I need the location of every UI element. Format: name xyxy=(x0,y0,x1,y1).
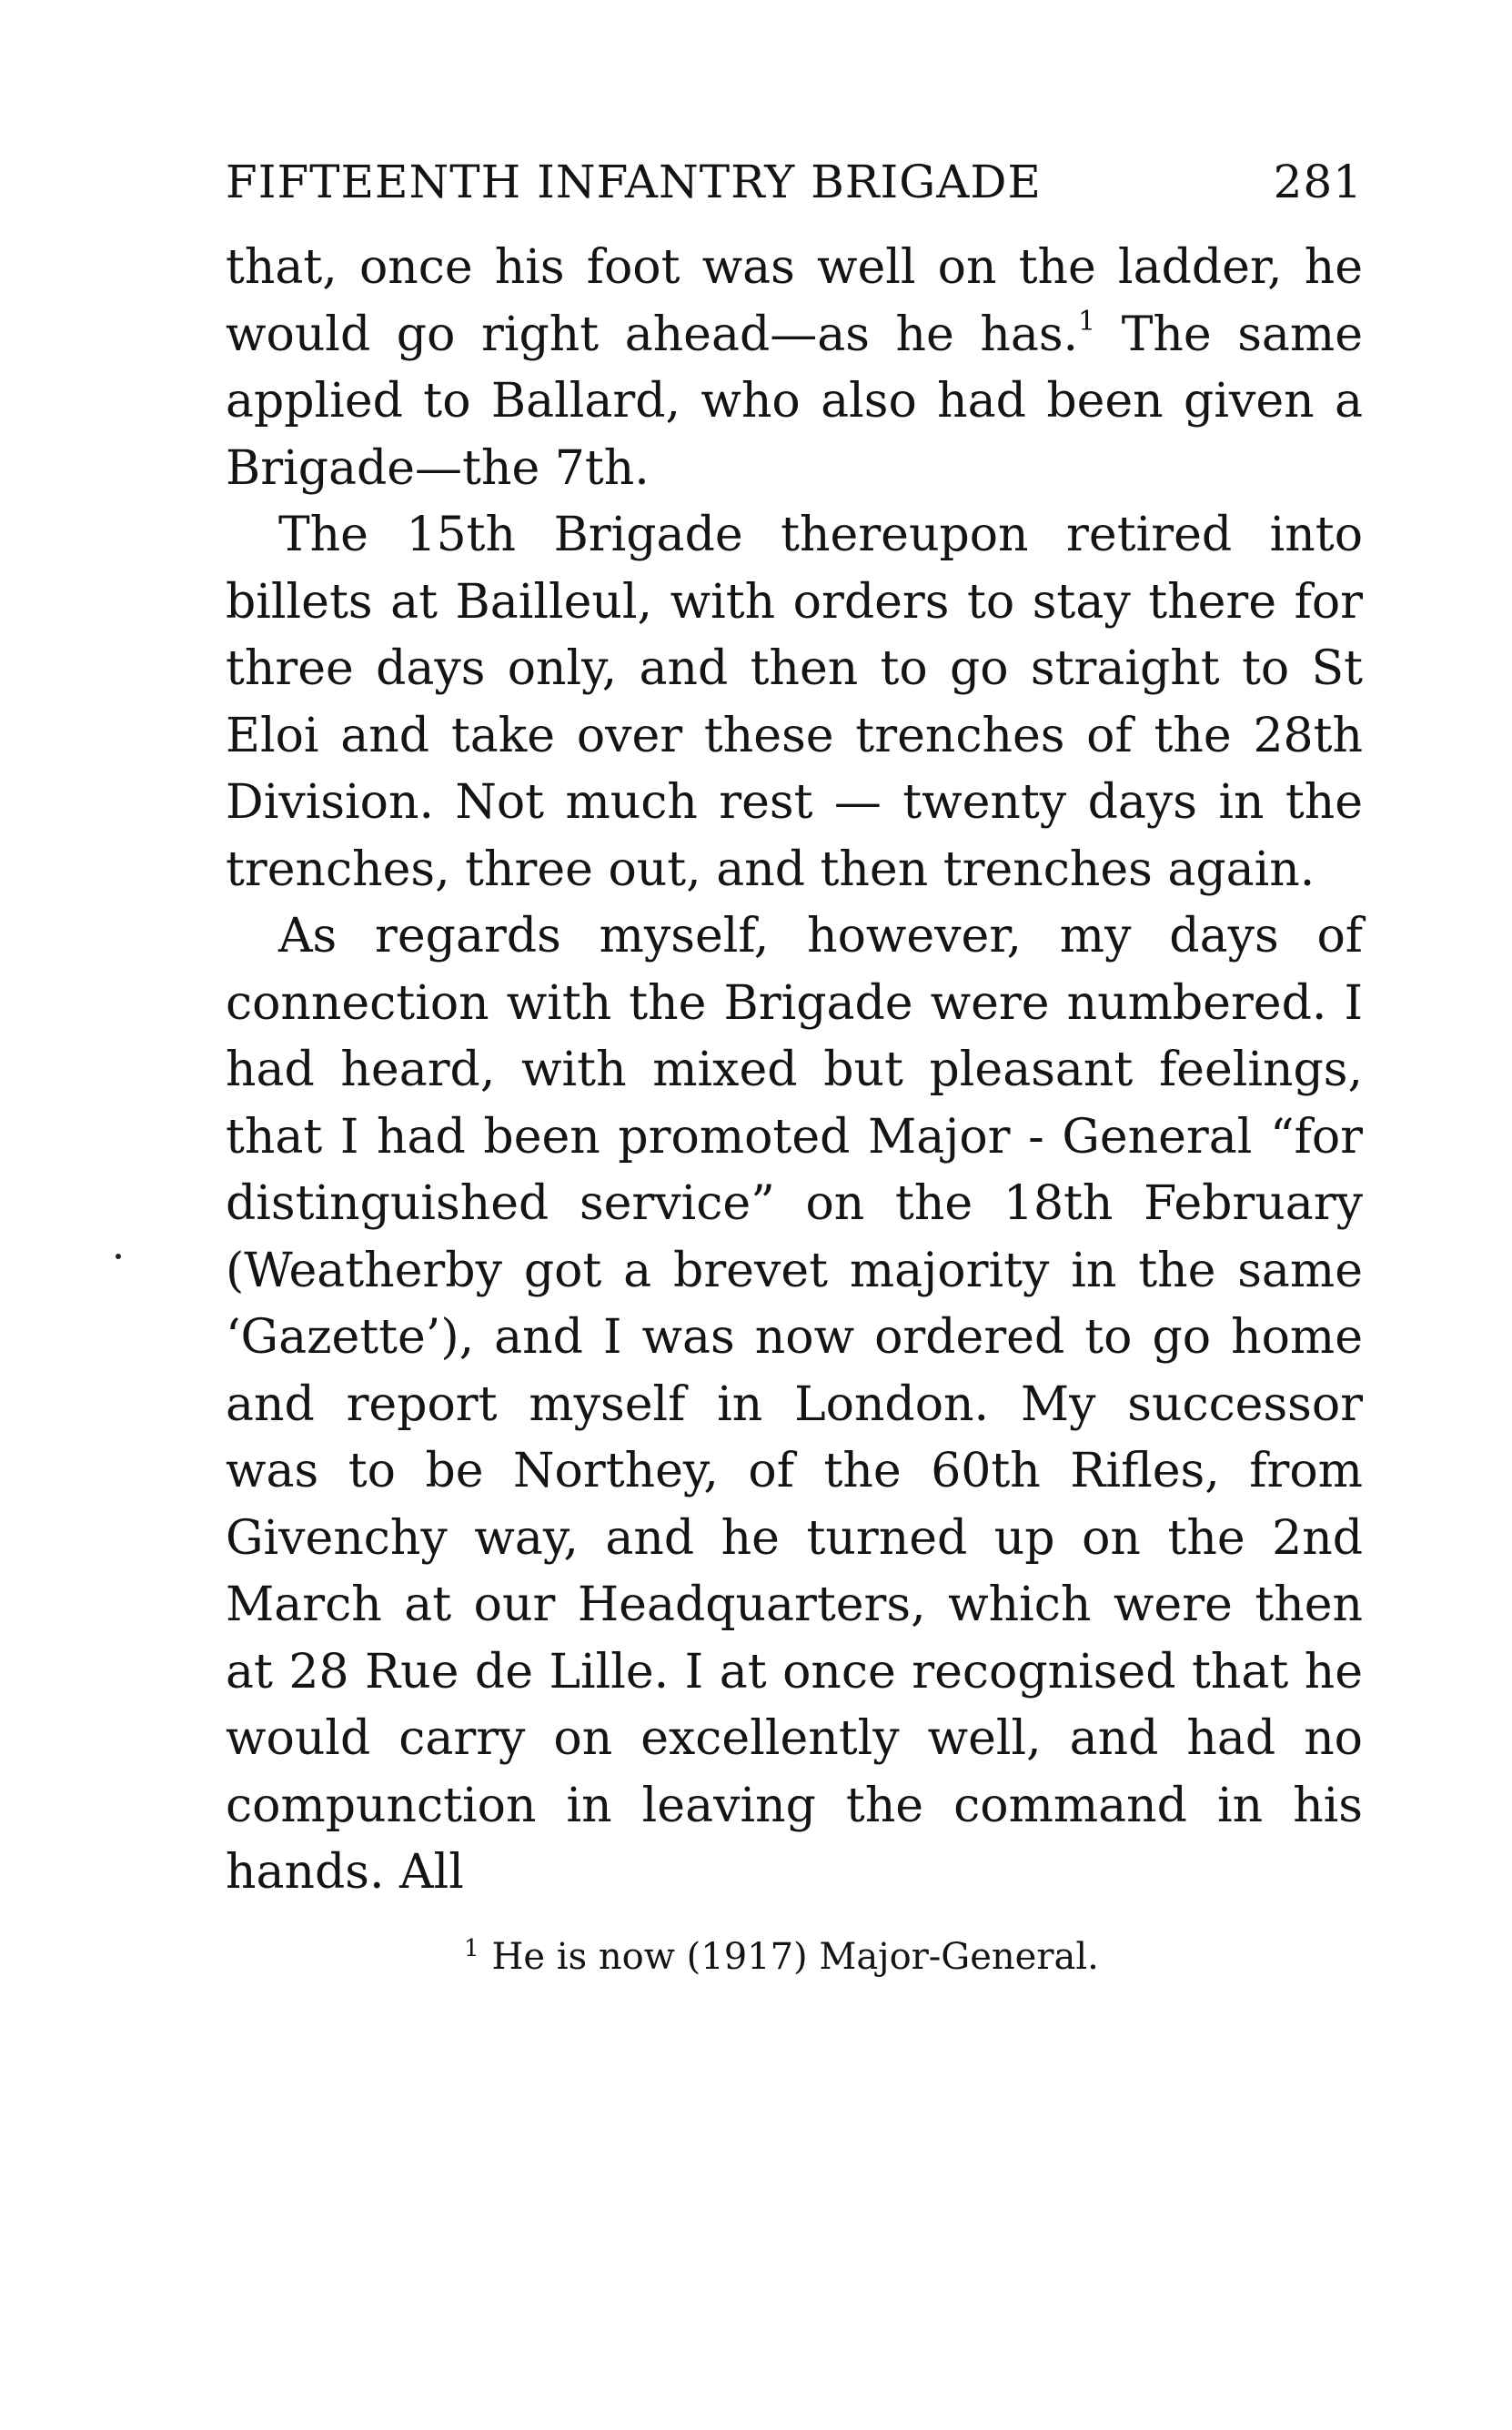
footnote-mark: 1 xyxy=(464,1934,479,1962)
page-number: 281 xyxy=(1273,156,1363,208)
paragraph-text: that, once his foot was well on the ladder, he would go right ahead—as he has. xyxy=(226,240,1363,362)
paragraph-continued xyxy=(226,235,1363,502)
paragraph-text: The same applied to Ballard, who also had been given a Brigade—the 7th. xyxy=(226,307,1363,496)
running-header xyxy=(226,146,1363,218)
body-text xyxy=(226,235,1363,1907)
footnote-reference: 1 xyxy=(1078,305,1096,338)
paragraph: As regards myself, however, my days of connection with the Brigade were numbered. I had heard, with mixed but pleasant feelings, that I had been promoted Major - General “for distinguished service” on the 18th February (Weatherby got a brevet majority in the same ‘Gazette’), and I was now ordered to go home and report myself in London. My successor was to be Northey, of the 60th Rifles, from Givenchy way, and he turned up on the 2nd March at our Headquarters, which were then at 28 Rue de Lille. I at once recognised that he would carry on excellently well, and had no compunction in leaving the command in his hands. All xyxy=(226,909,1363,1900)
paragraph: The 15th Brigade thereupon retired into billets at Bailleul, with orders to stay there for three days only, and then to go straight to St Eloi and take over these trenches of the 28th Division. Not much rest — twenty days in the trenches, three out, and then trenches again. xyxy=(226,508,1363,897)
book-page xyxy=(226,146,1363,1982)
footnote xyxy=(226,1923,1363,1982)
margin-mark xyxy=(116,1254,121,1259)
footnote-text: He is now (1917) Major-General. xyxy=(491,1935,1099,1978)
running-head-title: FIFTEENTH INFANTRY BRIGADE xyxy=(226,156,1042,208)
